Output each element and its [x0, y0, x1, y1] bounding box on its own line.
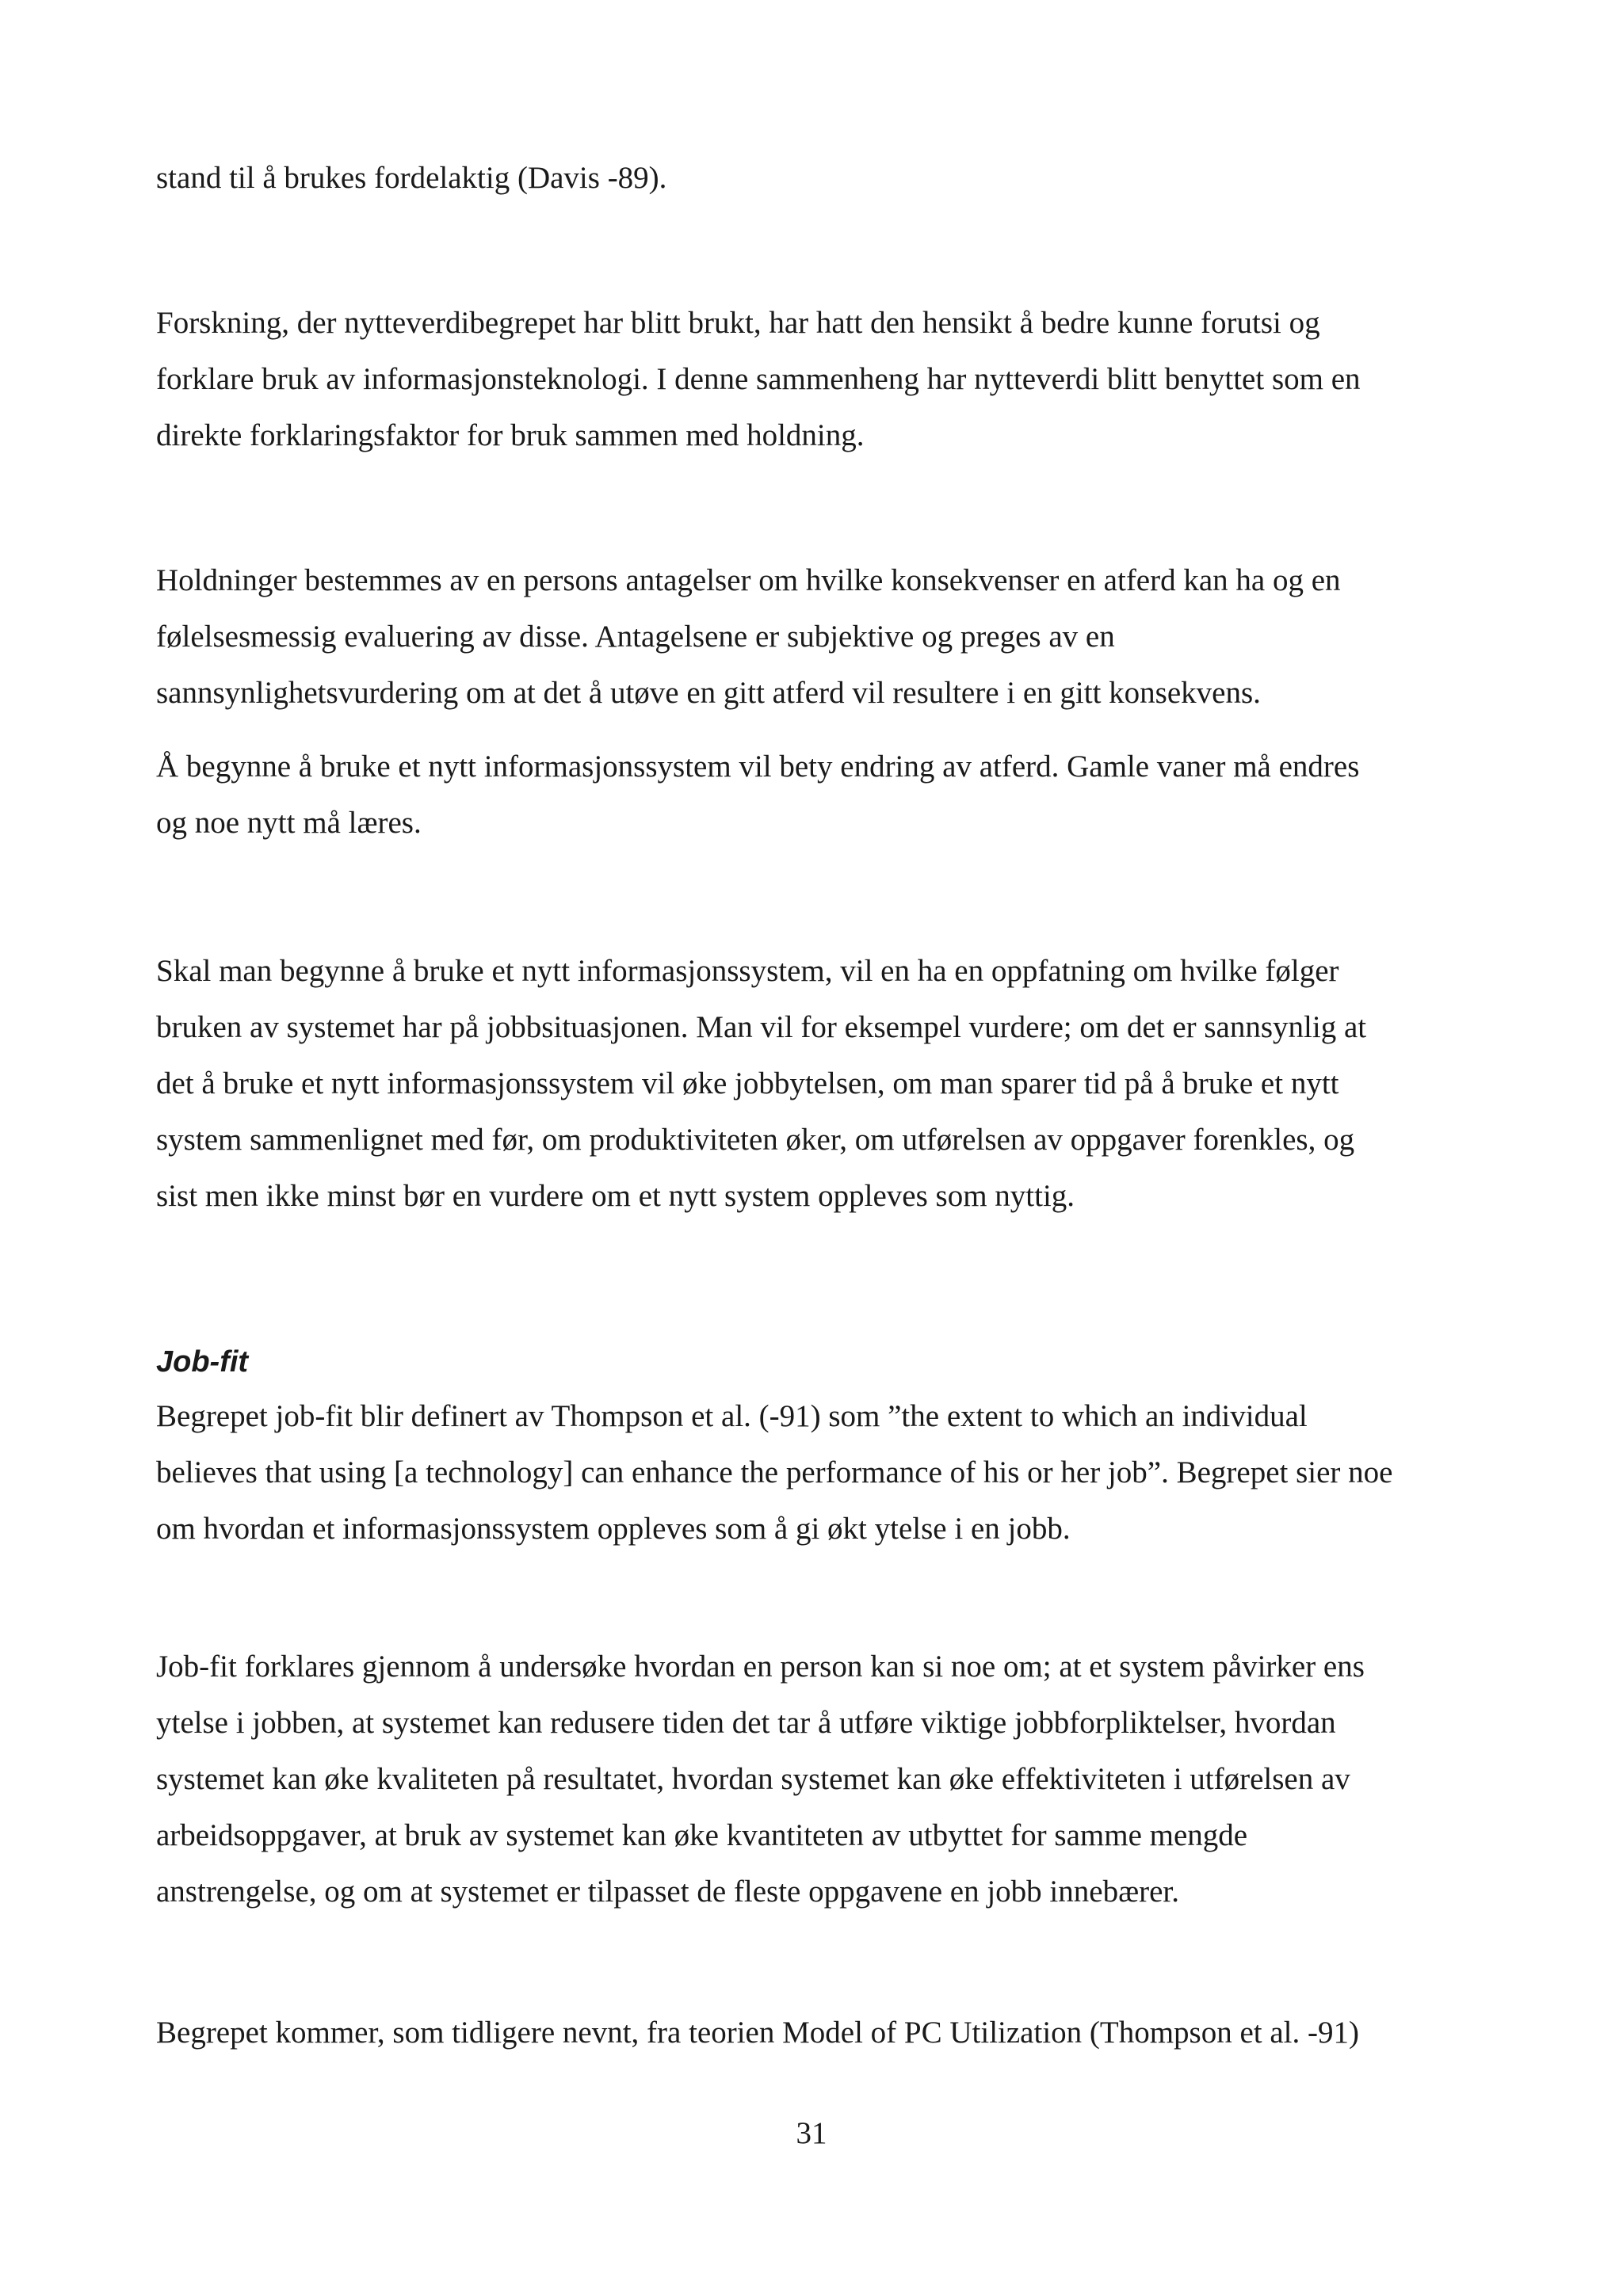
- paragraph-line: sist men ikke minst bør en vurdere om et nytt system oppleves som nyttig.: [156, 1179, 1075, 1213]
- paragraph-line: direkte forklaringsfaktor for bruk sammen med holdning.: [156, 418, 865, 452]
- paragraph-line: anstrengelse, og om at systemet er tilpasset de fleste oppgavene en jobb innebærer.: [156, 1875, 1179, 1909]
- paragraph-line: følelsesmessig evaluering av disse. Antagelsene er subjektive og preges av en: [156, 620, 1115, 654]
- paragraph-line: arbeidsoppgaver, at bruk av systemet kan øke kvantiteten av utbyttet for samme mengde: [156, 1818, 1248, 1852]
- paragraph-line: ytelse i jobben, at systemet kan redusere tiden det tar å utføre viktige jobbforpliktelser, hvordan: [156, 1706, 1336, 1740]
- paragraph-line: Forskning, der nytteverdibegrepet har blitt brukt, har hatt den hensikt å bedre kunne forutsi og: [156, 306, 1320, 340]
- page-number: 31: [796, 2116, 827, 2150]
- paragraph-line: bruken av systemet har på jobbsituasjonen. Man vil for eksempel vurdere; om det er sannsynlig at: [156, 1010, 1367, 1044]
- paragraph-line: om hvordan et informasjonssystem oppleves som å gi økt ytelse i en jobb.: [156, 1512, 1071, 1546]
- paragraph-line: Begrepet job-fit blir definert av Thompson et al. (-91) som ”the extent to which an individual: [156, 1399, 1308, 1433]
- paragraph-line: Å begynne å bruke et nytt informasjonssystem vil bety endring av atferd. Gamle vaner må endres: [156, 749, 1360, 784]
- paragraph-line: forklare bruk av informasjonsteknologi. I denne sammenheng har nytteverdi blitt benyttet som en: [156, 362, 1361, 396]
- paragraph-line: believes that using [a technology] can enhance the performance of his or her job”. Begrepet sier noe: [156, 1455, 1393, 1489]
- paragraph-line: system sammenlignet med før, om produktiviteten øker, om utførelsen av oppgaver forenkles, og: [156, 1123, 1355, 1157]
- paragraph-line: og noe nytt må læres.: [156, 806, 422, 840]
- paragraph-line: det å bruke et nytt informasjonssystem vil øke jobbytelsen, om man sparer tid på å bruke et nytt: [156, 1066, 1339, 1100]
- paragraph-line: systemet kan øke kvaliteten på resultatet, hvordan systemet kan øke effektiviteten i utførelsen av: [156, 1762, 1350, 1796]
- paragraph-line: stand til å brukes fordelaktig (Davis -89).: [156, 161, 667, 195]
- paragraph-line: sannsynlighetsvurdering om at det å utøve en gitt atferd vil resultere i en gitt konsekvens.: [156, 676, 1261, 710]
- paragraph-line: Holdninger bestemmes av en persons antagelser om hvilke konsekvenser en atferd kan ha og en: [156, 563, 1341, 597]
- paragraph-line: Skal man begynne å bruke et nytt informasjonssystem, vil en ha en oppfatning om hvilke følger: [156, 954, 1339, 988]
- paragraph-line: Job-fit forklares gjennom å undersøke hvordan en person kan si noe om; at et system påvirker ens: [156, 1650, 1365, 1684]
- paragraph-line: Begrepet kommer, som tidligere nevnt, fra teorien Model of PC Utilization (Thompson et al. -91): [156, 2016, 1359, 2050]
- section-heading: Job-fit: [156, 1345, 249, 1379]
